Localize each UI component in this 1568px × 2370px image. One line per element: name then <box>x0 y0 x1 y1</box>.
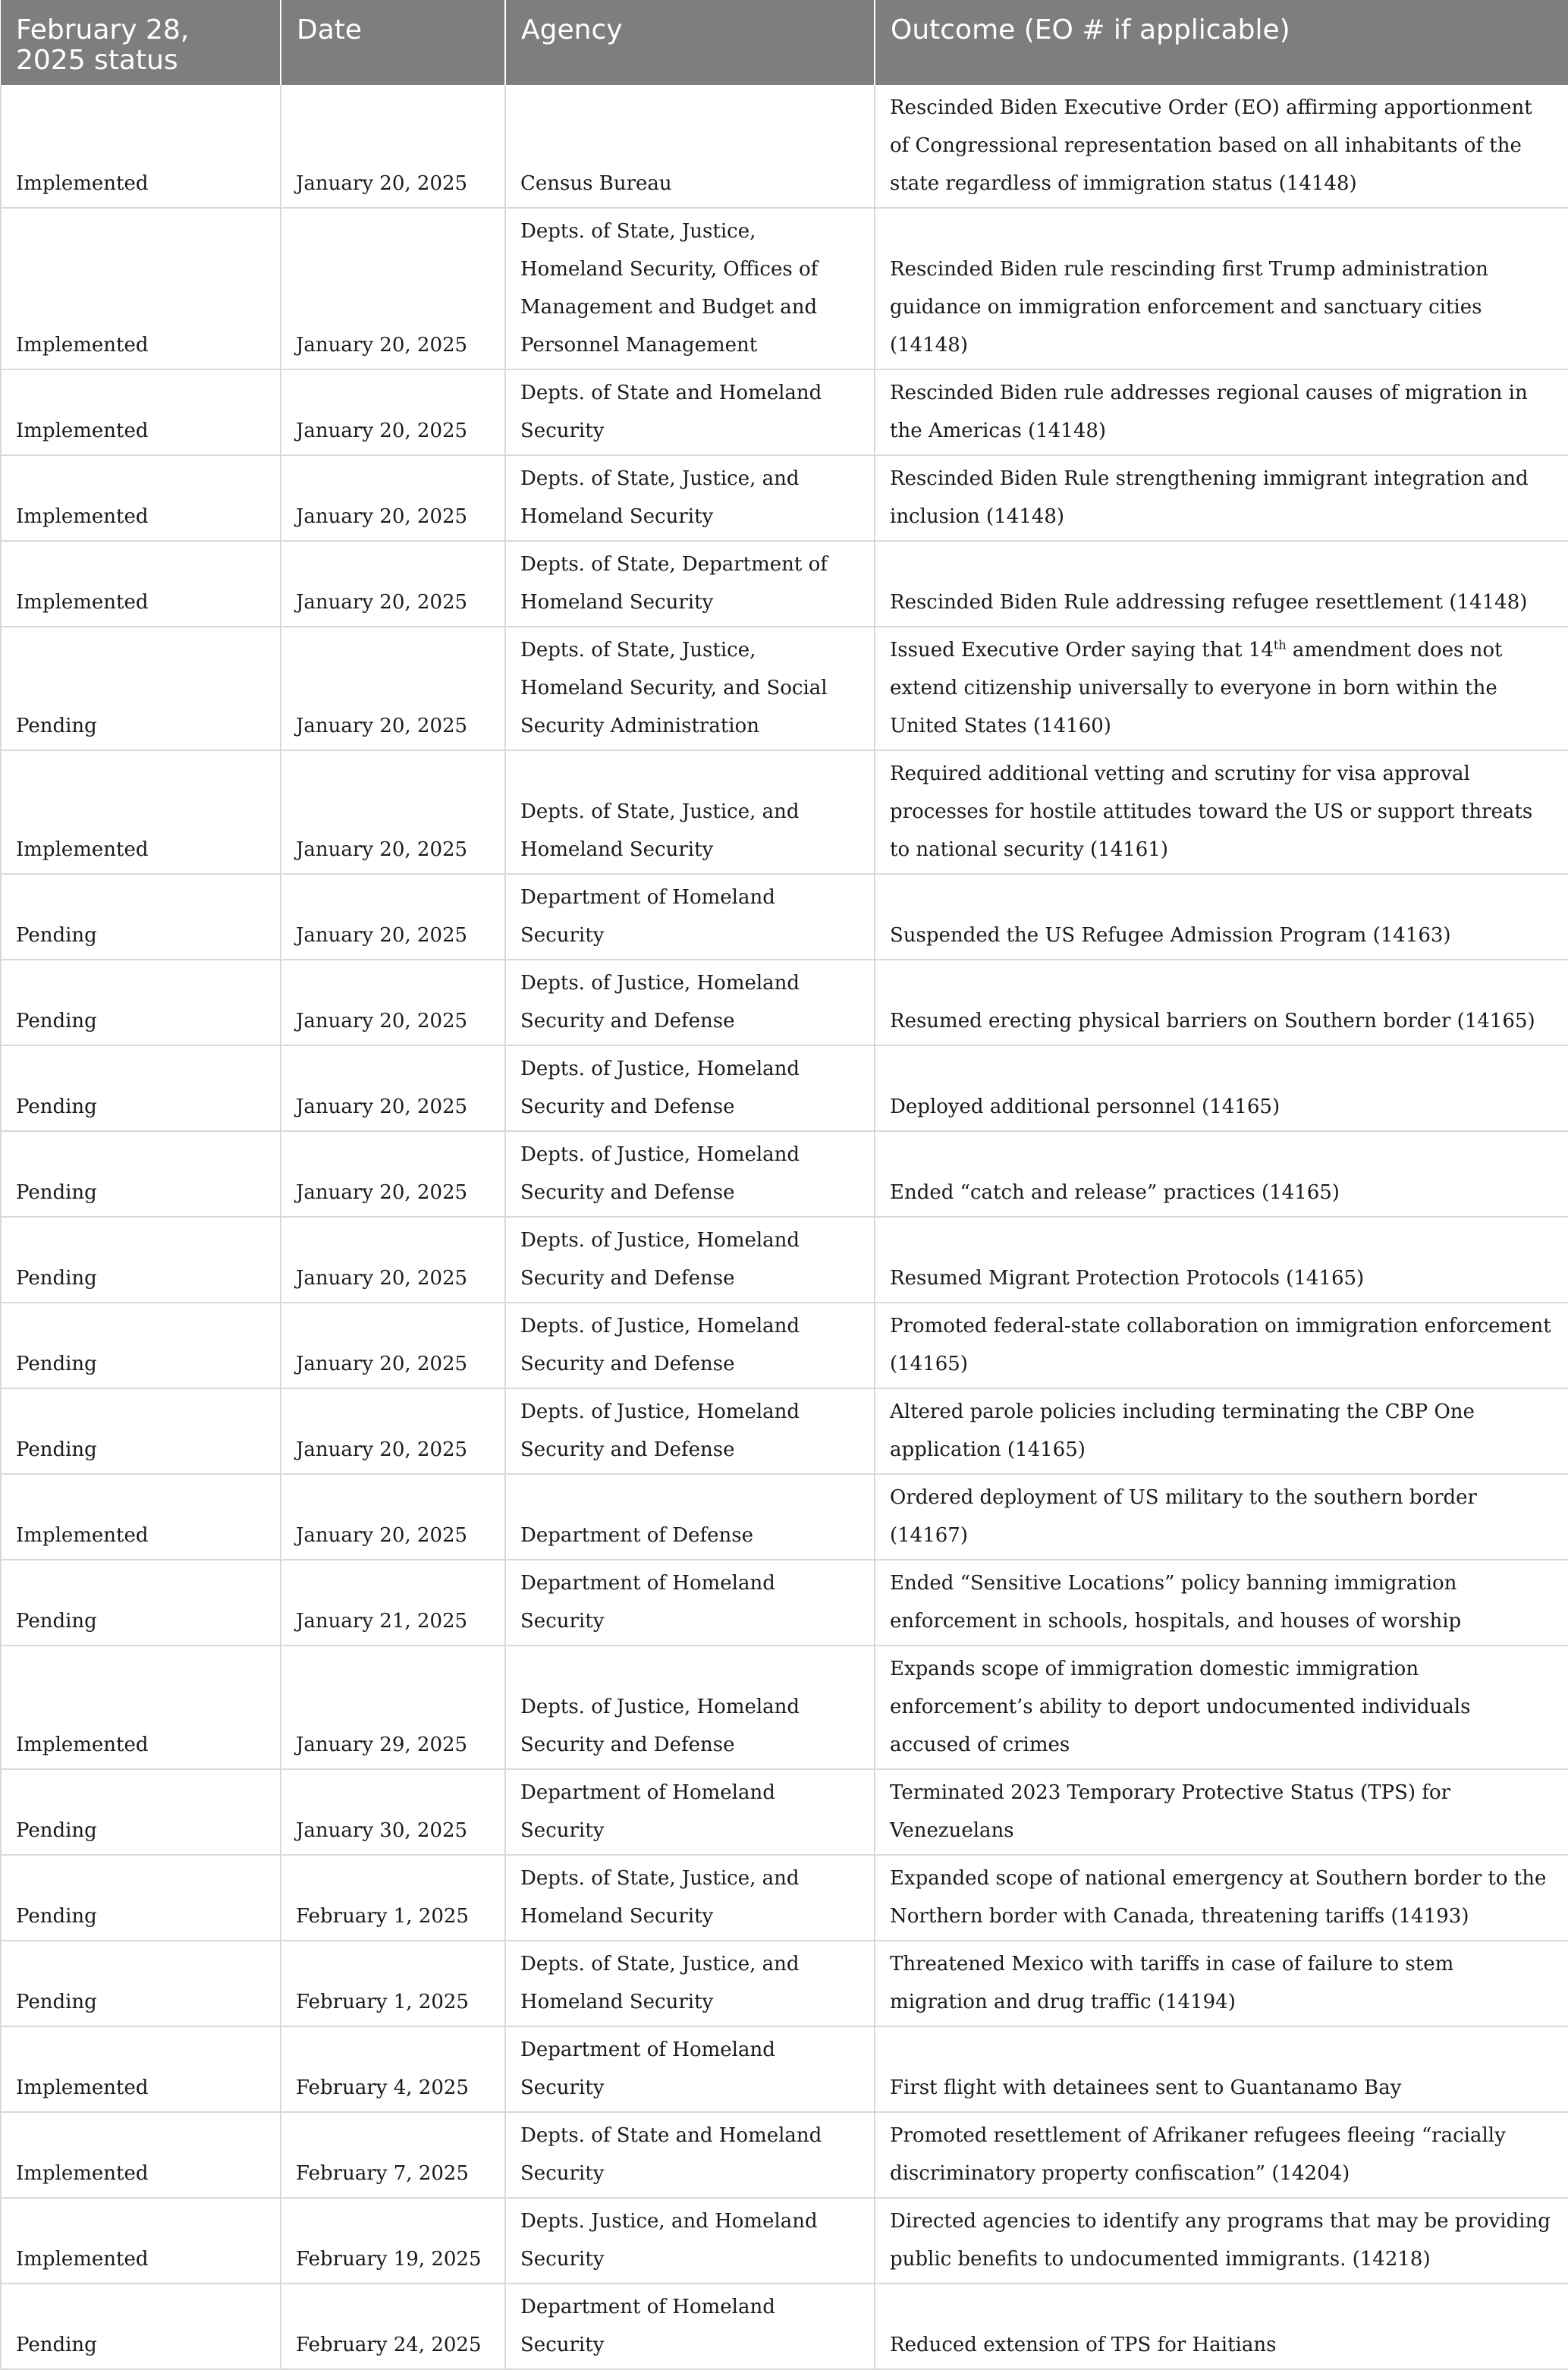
date-cell: January 20, 2025 <box>281 85 505 208</box>
date-cell: February 19, 2025 <box>281 2198 505 2284</box>
outcome-cell: Rescinded Biden rule addresses regional causes of migration in the Americas (14148) <box>875 369 1568 455</box>
outcome-cell: Deployed additional personnel (14165) <box>875 1045 1568 1131</box>
status-cell: Pending <box>1 960 281 1045</box>
date-cell: January 20, 2025 <box>281 874 505 960</box>
agency-cell: Depts. of State and Homeland Security <box>505 369 875 455</box>
status-cell: Pending <box>1 1303 281 1388</box>
status-cell: Implemented <box>1 369 281 455</box>
agency-cell: Depts. of Justice, Homeland Security and Defense <box>505 1645 875 1769</box>
agency-cell: Depts. of Justice, Homeland Security and Defense <box>505 1217 875 1303</box>
outcome-cell: Reduced extension of TPS for Haitians <box>875 2284 1568 2369</box>
date-cell: January 20, 2025 <box>281 1474 505 1560</box>
table-row <box>1 1474 1568 1560</box>
outcome-cell: Rescinded Biden rule rescinding first Trump administration guidance on immigration enforcement and sanctuary cities (14148) <box>875 208 1568 369</box>
status-cell: Implemented <box>1 2026 281 2112</box>
agency-cell: Department of Homeland Security <box>505 874 875 960</box>
table-row <box>1 750 1568 874</box>
status-cell: Pending <box>1 1769 281 1855</box>
status-cell: Implemented <box>1 2198 281 2284</box>
agency-cell: Department of Homeland Security <box>505 2284 875 2369</box>
date-cell: February 7, 2025 <box>281 2112 505 2198</box>
date-cell: January 20, 2025 <box>281 1217 505 1303</box>
outcome-cell: Expanded scope of national emergency at Southern border to the Northern border with Canada, threatening tariffs (14193) <box>875 1855 1568 1941</box>
outcome-cell: Promoted federal-state collaboration on immigration enforcement (14165) <box>875 1303 1568 1388</box>
outcome-cell: Rescinded Biden Executive Order (EO) affirming apportionment of Congressional representation based on all inhabitants of the state regardless of immigration status (14148) <box>875 85 1568 208</box>
outcome-cell: Directed agencies to identify any programs that may be providing public benefits to undocumented immigrants. (14218) <box>875 2198 1568 2284</box>
table-row <box>1 1769 1568 1855</box>
agency-cell: Depts. of State, Department of Homeland Security <box>505 541 875 627</box>
header-outcome: Outcome (EO # if applicable) <box>875 0 1568 85</box>
date-cell: January 20, 2025 <box>281 1045 505 1131</box>
outcome-cell: Terminated 2023 Temporary Protective Status (TPS) for Venezuelans <box>875 1769 1568 1855</box>
date-cell: January 20, 2025 <box>281 541 505 627</box>
date-cell: February 1, 2025 <box>281 1855 505 1941</box>
table-row <box>1 1045 1568 1131</box>
agency-cell: Department of Homeland Security <box>505 1560 875 1645</box>
date-cell: February 24, 2025 <box>281 2284 505 2369</box>
table-row <box>1 960 1568 1045</box>
status-cell: Pending <box>1 1131 281 1217</box>
table-row <box>1 2198 1568 2284</box>
outcome-cell: Resumed Migrant Protection Protocols (14165) <box>875 1217 1568 1303</box>
table-row <box>1 208 1568 369</box>
agency-cell: Depts. of State, Justice, and Homeland Security <box>505 455 875 541</box>
table-row <box>1 1560 1568 1645</box>
agency-cell: Department of Homeland Security <box>505 1769 875 1855</box>
table-row <box>1 1131 1568 1217</box>
table-row <box>1 369 1568 455</box>
outcome-cell: Threatened Mexico with tariffs in case of failure to stem migration and drug traffic (14194) <box>875 1941 1568 2026</box>
status-cell: Implemented <box>1 2112 281 2198</box>
agency-cell: Depts. Justice, and Homeland Security <box>505 2198 875 2284</box>
agency-cell: Depts. of State, Justice, Homeland Security, and Social Security Administration <box>505 627 875 750</box>
agency-cell: Depts. of State and Homeland Security <box>505 2112 875 2198</box>
status-cell: Pending <box>1 1941 281 2026</box>
date-cell: February 4, 2025 <box>281 2026 505 2112</box>
outcome-text: amendment does not extend citizenship universally to everyone in born within the United States (14160) <box>890 639 1503 737</box>
status-cell: Pending <box>1 1388 281 1474</box>
outcome-cell: First flight with detainees sent to Guantanamo Bay <box>875 2026 1568 2112</box>
table-row <box>1 874 1568 960</box>
status-cell: Implemented <box>1 208 281 369</box>
table-row <box>1 1303 1568 1388</box>
table-row <box>1 1388 1568 1474</box>
table-row <box>1 1645 1568 1769</box>
agency-cell: Depts. of Justice, Homeland Security and Defense <box>505 1131 875 1217</box>
outcome-text: Issued Executive Order saying that 14 <box>890 639 1274 662</box>
outcome-cell: Ended “catch and release” practices (14165) <box>875 1131 1568 1217</box>
table-row <box>1 1217 1568 1303</box>
date-cell: January 20, 2025 <box>281 1388 505 1474</box>
agency-cell: Depts. of Justice, Homeland Security and Defense <box>505 960 875 1045</box>
header-row <box>1 0 1568 85</box>
date-cell: January 30, 2025 <box>281 1769 505 1855</box>
outcome-cell: Ordered deployment of US military to the southern border (14167) <box>875 1474 1568 1560</box>
table-row <box>1 85 1568 208</box>
table-row <box>1 541 1568 627</box>
status-cell: Implemented <box>1 85 281 208</box>
agency-cell: Depts. of State, Justice, Homeland Security, Offices of Management and Budget and Personnel Management <box>505 208 875 369</box>
table-row <box>1 2284 1568 2369</box>
table-row <box>1 1855 1568 1941</box>
status-cell: Implemented <box>1 455 281 541</box>
date-cell: January 29, 2025 <box>281 1645 505 1769</box>
outcome-cell: Rescinded Biden Rule strengthening immigrant integration and inclusion (14148) <box>875 455 1568 541</box>
date-cell: January 20, 2025 <box>281 369 505 455</box>
date-cell: January 21, 2025 <box>281 1560 505 1645</box>
agency-cell: Depts. of Justice, Homeland Security and Defense <box>505 1303 875 1388</box>
agency-cell: Department of Defense <box>505 1474 875 1560</box>
table-row <box>1 1941 1568 2026</box>
table-row <box>1 627 1568 750</box>
status-cell: Pending <box>1 874 281 960</box>
date-cell: January 20, 2025 <box>281 455 505 541</box>
outcome-cell: Expands scope of immigration domestic immigration enforcement’s ability to deport undocumented individuals accused of crimes <box>875 1645 1568 1769</box>
status-cell: Pending <box>1 1217 281 1303</box>
status-cell: Implemented <box>1 1474 281 1560</box>
outcome-cell: Suspended the US Refugee Admission Program (14163) <box>875 874 1568 960</box>
ordinal-superscript: th <box>1273 637 1287 652</box>
outcome-cell: Promoted resettlement of Afrikaner refugees fleeing “racially discriminatory property confiscation” (14204) <box>875 2112 1568 2198</box>
table-row <box>1 455 1568 541</box>
date-cell: January 20, 2025 <box>281 1131 505 1217</box>
outcome-cell: Rescinded Biden Rule addressing refugee resettlement (14148) <box>875 541 1568 627</box>
status-cell: Implemented <box>1 750 281 874</box>
status-cell: Pending <box>1 2284 281 2369</box>
status-cell: Implemented <box>1 1645 281 1769</box>
agency-cell: Depts. of State, Justice, and Homeland Security <box>505 1941 875 2026</box>
date-cell: January 20, 2025 <box>281 960 505 1045</box>
agency-cell: Census Bureau <box>505 85 875 208</box>
table-header <box>1 0 1568 85</box>
status-cell: Pending <box>1 1045 281 1131</box>
date-cell: January 20, 2025 <box>281 208 505 369</box>
status-cell: Pending <box>1 1855 281 1941</box>
outcome-cell: Required additional vetting and scrutiny for visa approval processes for hostile attitudes toward the US or support threats to national security (14161) <box>875 750 1568 874</box>
agency-cell: Depts. of Justice, Homeland Security and Defense <box>505 1045 875 1131</box>
header-agency: Agency <box>505 0 875 85</box>
outcome-cell: Altered parole policies including terminating the CBP One application (14165) <box>875 1388 1568 1474</box>
header-status: February 28, 2025 status <box>1 0 281 85</box>
outcome-cell: Resumed erecting physical barriers on Southern border (14165) <box>875 960 1568 1045</box>
agency-cell: Depts. of State, Justice, and Homeland Security <box>505 750 875 874</box>
date-cell: February 1, 2025 <box>281 1941 505 2026</box>
table-row <box>1 2112 1568 2198</box>
status-cell: Pending <box>1 1560 281 1645</box>
agency-cell: Department of Homeland Security <box>505 2026 875 2112</box>
date-cell: January 20, 2025 <box>281 627 505 750</box>
date-cell: January 20, 2025 <box>281 750 505 874</box>
status-cell: Implemented <box>1 541 281 627</box>
table-row <box>1 2026 1568 2112</box>
table-body <box>1 85 1568 2369</box>
outcome-cell <box>875 627 1568 750</box>
agency-cell: Depts. of Justice, Homeland Security and Defense <box>505 1388 875 1474</box>
agency-cell: Depts. of State, Justice, and Homeland Security <box>505 1855 875 1941</box>
header-date: Date <box>281 0 505 85</box>
outcome-cell: Ended “Sensitive Locations” policy banning immigration enforcement in schools, hospitals, and houses of worship <box>875 1560 1568 1645</box>
date-cell: January 20, 2025 <box>281 1303 505 1388</box>
status-cell: Pending <box>1 627 281 750</box>
